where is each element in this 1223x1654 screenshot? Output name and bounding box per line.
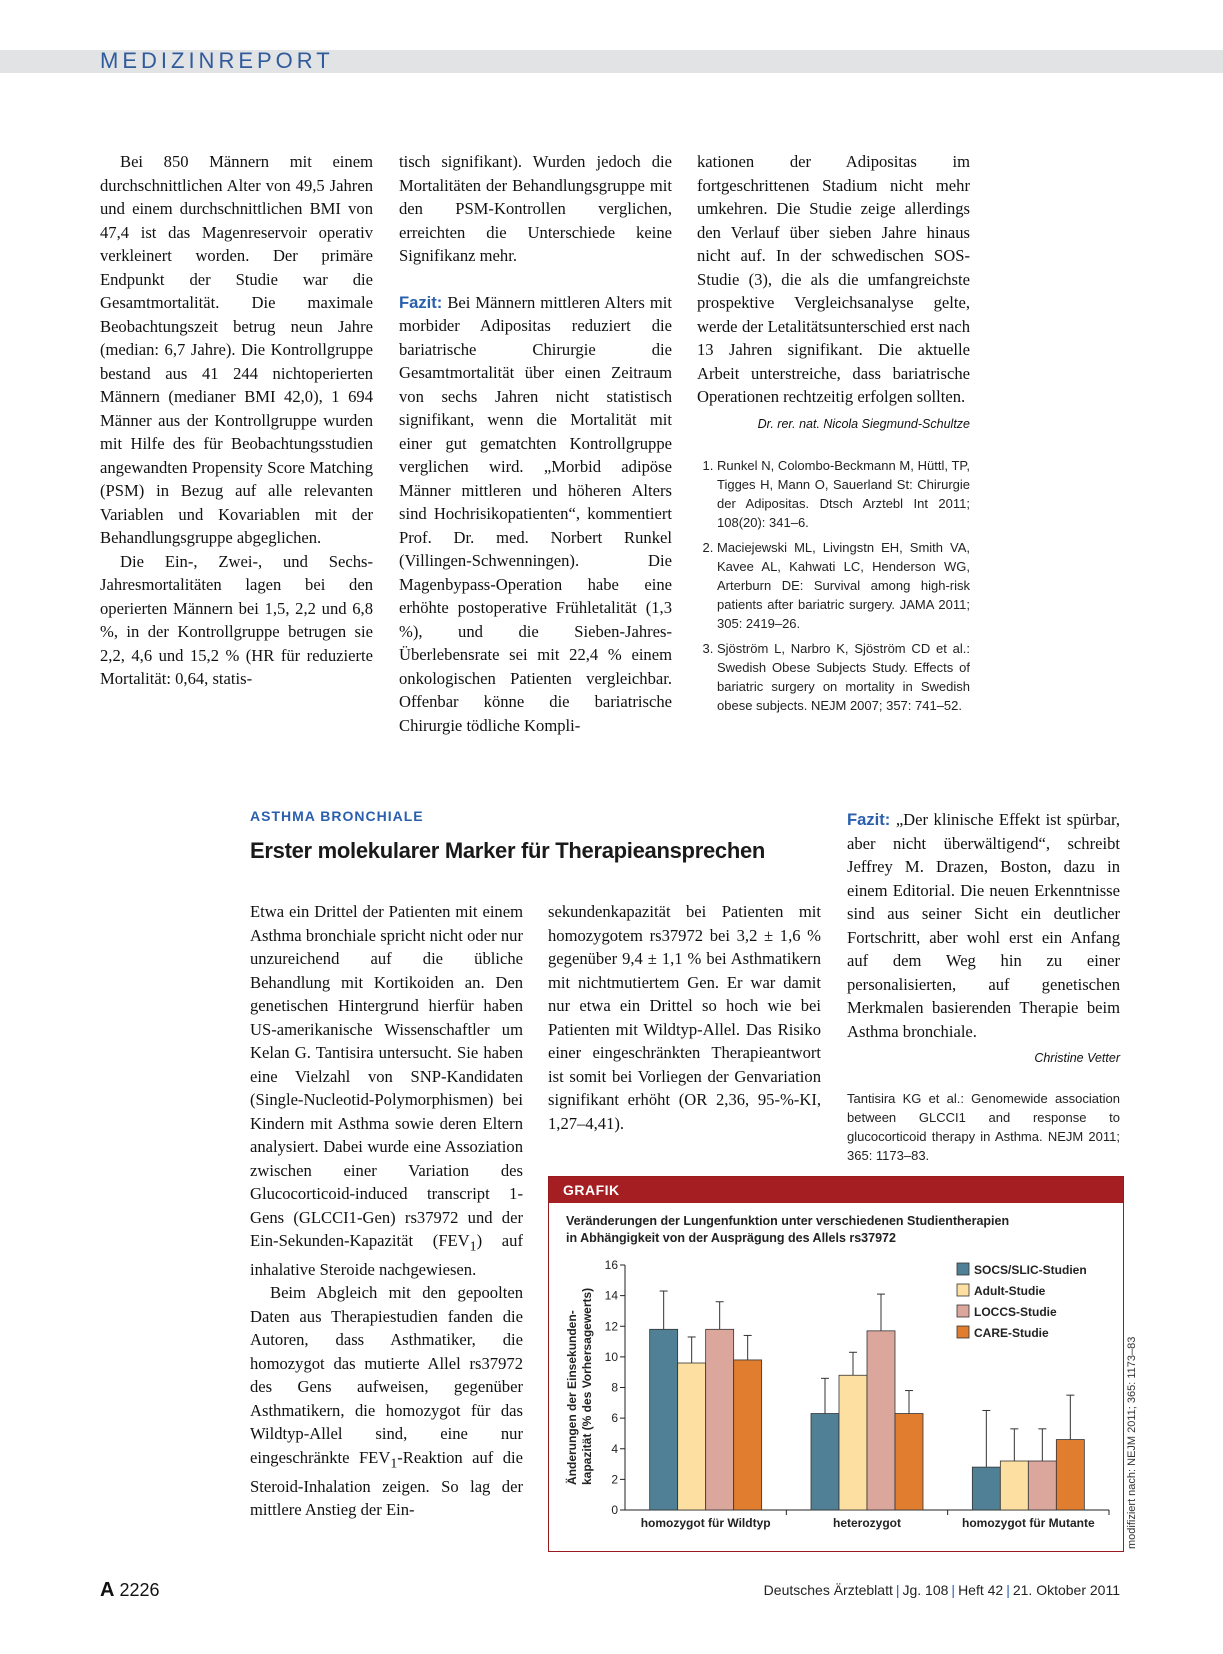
fazit-paragraph [847,808,1120,1043]
y-tick-label: 10 [604,1349,618,1364]
y-tick-label: 0 [611,1503,618,1517]
journal-footer [764,1582,1120,1598]
y-tick-label: 2 [611,1472,618,1487]
page-prefix: A [100,1579,115,1601]
bar [867,1331,895,1510]
paragraph [250,900,523,1281]
y-tick-label: 4 [611,1441,618,1456]
article2-column-2 [548,900,821,1135]
grafik-label: GRAFIK [549,1177,1123,1203]
bar [650,1329,678,1510]
separator: | [1006,1582,1010,1598]
y-tick-label: 16 [604,1258,618,1272]
paragraph: tisch signifikant). Wurden jedoch die Mortalitäten der Behandlungsgruppe mit den PSM-Kontrollen verglichen, erreichten die Unterschiede keine Signifikanz mehr. [399,152,672,265]
fazit-label: Fazit: [847,810,891,829]
legend-swatch [957,1263,969,1275]
y-axis-label-line-1: Änderungen der Einsekunden- [565,1310,579,1485]
bar [1000,1461,1028,1510]
source-note: modifiziert nach: NEJM 2011; 365: 1173–83 [1126,1336,1138,1549]
bar-chart [549,1203,1123,1549]
paragraph: sekundenkapazität bei Patienten mit homozygotem rs37972 bei 3,2 ± 1,6 % gegenüber 9,4 ± 1,1 % bei Asthmatikern mit nichtmutiertem Gen. Er war damit nur etwa ein Drittel so hoch wie bei Patienten mit Wildtyp-Allel. Das Risiko einer eingeschränkten Therapieantwort ist somit bei Vorliegen der Genvariation signifikant erhöht (OR 2,36, 95-%-KI, 1,27–4,41). [548,902,821,1133]
article2-column-1 [250,900,523,1522]
text: -Reaktion auf die Steroid-Inhalation zeigen. So lag der mittlere Anstieg der Ein- [250,1447,523,1520]
chart-plot-area [605,1258,1109,1530]
page-number-value: 2226 [119,1580,160,1600]
journal-date: 21. Oktober 2011 [1012,1582,1120,1598]
article2-kicker: ASTHMA BRONCHIALE [250,808,424,824]
article2-column-3 [847,808,1120,1165]
fazit-label: Fazit: [399,292,443,312]
bar [811,1414,839,1510]
bar [1028,1461,1056,1510]
reference-item: 2. Maciejewski ML, Livingstn EH, Smith VA, Kavee AL, Kahwati LC, Henderson WG, Arterburn DE: Survival among high-risk patients after bariatric surgery. JAMA 2011; 305: 2419–26. [717,538,970,633]
x-tick-label: homozygot für Wildtyp [640,1516,771,1530]
bar [1056,1440,1084,1510]
paragraph: kationen der Adipositas im fortgeschrittenen Stadium nicht mehr umkehren. Die Studie zeige allerdings den Verlauf über sieben Jahre hinaus nicht auf. In der schwedischen SOS-Studie (3), die als die umfangreichste prospektive Vergleichsanalyse gelte, werde der Letalitätsunterschied erst nach 13 Jahren signifikant. Die aktuelle Arbeit unterstreiche, dass bariatrische Operationen rechtzeitig erfolgen sollten. [697,152,970,406]
bar [678,1363,706,1510]
grafik-box [548,1176,1124,1552]
text: ) auf inhalative Steroide nachgewiesen. [250,1231,523,1279]
article2-headline: Erster molekularer Marker für Therapieansprechen [250,838,766,863]
paragraph [250,1281,523,1521]
fazit-text: „Der klinische Effekt ist spürbar, aber nicht überwältigend“, schreibt Jeffrey M. Drazen, Boston, dazu in einem Editorial. Die neuen Erkenntnisse sind aus seiner Sicht ein deutlicher Fortschritt, aber wohl erst ein Anfang auf dem Weg hin zu einer personalisierten, auf genetischen Merkmalen basierenden Therapie beim Asthma bronchiale. [847,810,1120,1041]
references [697,456,970,715]
bar [839,1375,867,1510]
bar [972,1467,1000,1510]
legend-swatch [957,1305,969,1317]
text: Beim Abgleich mit den gepoolten Daten aus Therapiestudien fanden die Autoren, dass Asthmatiker, die homozygot das mutierte Allel rs37972 des Gens aufweisen, gegenüber Asthmatikern, die homozygot für das Wildtyp-Allel sind, eine nur eingeschränkte FEV [250,1283,523,1467]
bar [734,1360,762,1510]
article1-column-2 [399,150,672,737]
fazit-text: Bei Männern mittleren Alters mit morbider Adipositas reduziert die bariatrische Chirurgie die Gesamtmortalität über einen Zeitraum von sechs Jahren nicht statistisch signifikant, wenn die Mortalität mit einer gut gematchten Kontrollgruppe verglichen wird. „Morbid adipöse Männer mittleren und höheren Alters sind Hochrisikopatienten“, kommentiert Prof. Dr. med. Norbert Runkel (Villingen-Schwenningen). Die Magenbypass-Operation habe eine erhöhte postoperative Frühletalität (1,3 %), und die Sieben-Jahres-Überlebensrate sei mit 22,4 % einem onkologischen Patienten vergleichbar. Offenbar könne die bariatrische Chirurgie tödliche Kompli- [399,292,672,735]
x-tick-label: heterozygot [832,1516,902,1530]
page-number [100,1579,160,1602]
paragraph: Bei 850 Männern mit einem durchschnittlichen Alter von 49,5 Jahren und einem durchschnittlichen BMI von 47,4 ist das Magenreservoir operativ verkleinert worden. Der primäre Endpunkt der Studie war die Gesamtmortalität. Die maximale Beobachtungszeit betrug neun Jahre (median: 6,7 Jahre). Die Kontrollgruppe bestand aus 41 244 nichtoperierten Männern (medianer BMI 42,0), 1 694 Männer aus der Kontrollgruppe wurden mit Hilfe des für Beobachtungsstudien angewandten Propensity Score Matching (PSM) in Bezug auf alle relevanten Variablen und Kovariablen mit der Behandlungsgruppe abgeglichen. [100,152,373,547]
x-tick-label: homozygot für Mutante [962,1516,1095,1530]
subscript: 1 [469,1238,477,1254]
legend-swatch [957,1284,969,1296]
chart-title-line-1: Veränderungen der Lungenfunktion unter verschiedenen Studientherapien [566,1214,1010,1228]
y-tick-label: 8 [611,1380,618,1395]
author: Christine Vetter [1034,1051,1120,1065]
bar [706,1329,734,1510]
chart-title-line-2: in Abhängigkeit von der Ausprägung des Allels rs37972 [566,1231,896,1245]
reference-item: 1. Runkel N, Colombo-Beckmann M, Hüttl, TP, Tigges H, Mann O, Sauerland St: Chirurgie der Adipositas. Dtsch Arztebl Int 2011; 108(20): 341–6. [717,456,970,532]
y-tick-label: 12 [604,1319,618,1334]
legend-label: CARE-Studie [974,1326,1049,1340]
bar [895,1414,923,1510]
legend-swatch [957,1326,969,1338]
text: Etwa ein Drittel der Patienten mit einem Asthma bronchiale spricht nicht oder nur unzureichend auf die übliche Behandlung mit Kortikoiden an. Den genetischen Hintergrund hierfür haben US-amerikanische Wissenschaftler um Kelan G. Tantisira untersucht. Sie haben eine Vielzahl von SNP-Kandidaten (Single-Nucleotid-Polymorphismen) bei Kindern mit Asthma sowie deren Eltern analysiert. Dabei wurde eine Assoziation zwischen einer Variation des Glucocorticoid-induced transcript 1-Gens (GLCCI1-Gen) rs37972 und der Ein-Sekunden-Kapazität (FEV [250,902,523,1250]
separator: | [951,1582,956,1598]
journal-volume: Jg. 108 [902,1582,949,1598]
y-tick-label: 6 [611,1411,618,1426]
fazit-paragraph [399,291,672,738]
section-title: MEDIZINREPORT [100,48,334,73]
y-axis-label-line-2: kapazität (% des Vorhersagewerts) [580,1287,594,1485]
article1-column-3 [697,150,970,721]
subscript: 1 [390,1455,398,1471]
reference-item: 3. Sjöström L, Narbro K, Sjöström CD et al.: Swedish Obese Subjects Study. Effects of bariatric surgery on mortality in Swedish obese subjects. NEJM 2007; 357: 741–52. [717,639,970,715]
journal-issue: Heft 42 [958,1582,1004,1598]
reference: Tantisira KG et al.: Genomewide association between GLCCI1 and response to glucocorticoid therapy in Asthma. NEJM 2011; 365: 1173–83. [847,1090,1120,1163]
article1-column-1 [100,150,373,691]
paragraph: Die Ein-, Zwei-, und Sechs-Jahresmortalitäten lagen bei den operierten Männern bei 1,5, 2,2 und 6,8 %, in der Kontrollgruppe betrugen sie 2,2, 4,6 und 15,2 % (HR für reduzierte Mortalität: 0,64, statis- [100,551,373,688]
separator: | [895,1582,900,1598]
y-tick-label: 14 [604,1288,618,1303]
author: Dr. rer. nat. Nicola Siegmund-Schultze [757,416,970,431]
legend-label: SOCS/SLIC-Studien [974,1263,1087,1277]
legend-label: LOCCS-Studie [974,1305,1057,1319]
legend-label: Adult-Studie [974,1284,1046,1298]
journal-name: Deutsches Ärzteblatt [763,1582,893,1598]
